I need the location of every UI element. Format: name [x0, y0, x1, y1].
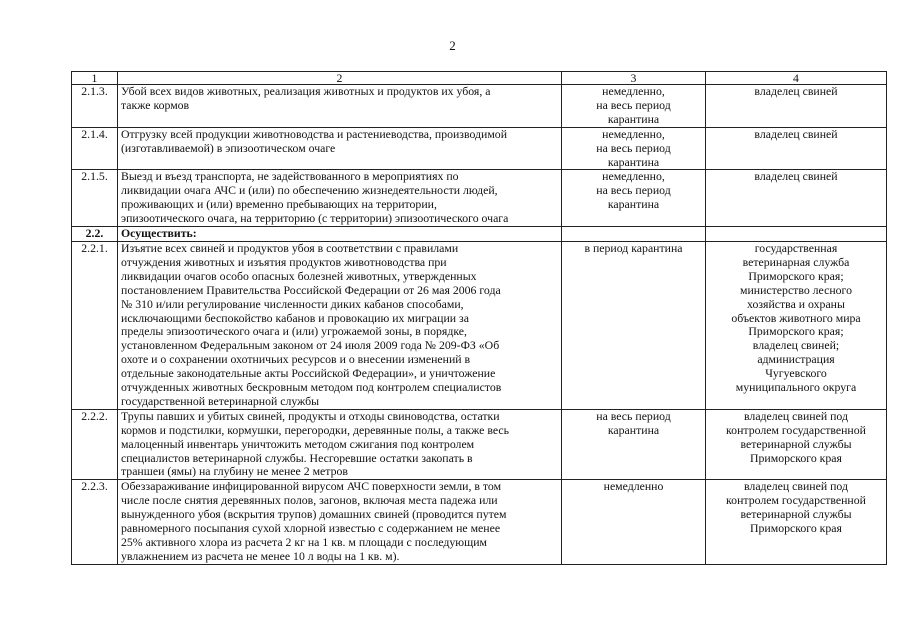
responsible-cell [706, 170, 887, 227]
text-line: Отгрузку всей продукции животноводства и растениеводства, производимой [121, 126, 508, 141]
responsible-line: муниципального округа [735, 380, 857, 395]
item-number: 2.2. [72, 227, 118, 242]
text-line: Выезд и въезд транспорта, не задействованного в мероприятиях по [121, 169, 459, 184]
term-line: карантина [607, 197, 660, 212]
text-line: установленном Федеральным законом от 24 июля 2009 года № 209-ФЗ «Об [121, 338, 500, 353]
text-line: (изготавливаемой) в эпизоотическом очаге [121, 140, 336, 155]
item-number: 2.2.3. [72, 480, 118, 564]
responsible-line: Приморского края; [748, 268, 844, 283]
header-cell-2: 2 [118, 72, 562, 85]
measure-text [118, 227, 562, 242]
text-line: Изъятие всех свиней и продуктов убоя в соответствии с правилами [121, 240, 459, 255]
responsible-line: ветеринарной службы [740, 436, 852, 451]
text-line: исключающими беспокойство кабанов и провокацию их миграции за [121, 310, 469, 325]
text-line: кормов и подстилки, кормушки, перегородки, деревянные полы, а также весь [121, 422, 509, 437]
text-line: отчужденных животных бескровным методом под контролем специалистов [121, 380, 502, 395]
header-cell-3: 3 [562, 72, 706, 85]
text-line: Осуществить: [121, 226, 197, 241]
term-line: немедленно, [602, 126, 665, 141]
responsible-line: Приморского края [750, 521, 842, 536]
text-line: специалистов ветеринарной службы. Несгоревшие остатки закопать в [121, 450, 473, 465]
text-line: проживающих и (или) временно пребывающих на территории, [121, 197, 437, 212]
text-line: ликвидации очага АЧС и (или) по обеспечению жизнедеятельности людей, [121, 183, 498, 198]
header-cell-1: 1 [72, 72, 118, 85]
table-row [72, 127, 887, 170]
text-line: также кормов [121, 97, 190, 112]
responsible-cell [706, 241, 887, 409]
responsible-cell [706, 480, 887, 564]
term-cell [562, 170, 706, 227]
text-line: равномерного посыпания сухой хлорной известью с содержанием не менее [121, 521, 501, 536]
text-line: № 310 и/или регулирование численности диких кабанов способами, [121, 296, 464, 311]
text-line: Обеззараживание инфицированной вирусом АЧС поверхности земли, в том [121, 479, 502, 494]
item-number: 2.2.2. [72, 409, 118, 480]
measure-text [118, 241, 562, 409]
text-line: вынужденного убоя (вскрытия трупов) домашних свиней (проводится путем [121, 507, 507, 522]
term-line: на весь период [596, 97, 671, 112]
text-line: ликвидации очагов особо опасных болезней животных, утвержденных [121, 268, 477, 283]
item-number: 2.1.5. [72, 170, 118, 227]
term-line: карантина [607, 154, 660, 169]
text-line: постановлением Правительства Российской Федерации от 26 мая 2006 года [121, 282, 501, 297]
text-line: охоте и о сохранении охотничьих ресурсов и о внесении изменений в [121, 352, 471, 367]
item-number: 2.2.1. [72, 241, 118, 409]
term-cell [562, 480, 706, 564]
text-line: Трупы павших и убитых свиней, продукты и отходы свиноводства, остатки [121, 408, 500, 423]
term-line: на весь период [596, 140, 671, 155]
measure-text [118, 127, 562, 170]
measure-text [118, 170, 562, 227]
responsible-line: владелец свиней; [752, 338, 840, 353]
measure-text [118, 409, 562, 480]
responsible-line: ветеринарной службы [740, 507, 852, 522]
term-line: немедленно, [602, 84, 665, 98]
responsible-cell [706, 409, 887, 480]
term-cell [562, 85, 706, 128]
term-cell [562, 227, 706, 242]
responsible-line: ветеринарная служба [742, 254, 850, 269]
responsible-line: контролем государственной [726, 422, 866, 437]
term-cell [562, 241, 706, 409]
responsible-cell [706, 127, 887, 170]
responsible-line: владелец свиней [754, 126, 838, 141]
term-cell [562, 409, 706, 480]
responsible-line: государственная [754, 240, 838, 255]
table-row [72, 241, 887, 409]
table-row [72, 409, 887, 480]
responsible-line: хозяйства и охраны [747, 296, 845, 311]
term-line: на весь период [596, 408, 671, 423]
text-line: числе после снятия деревянных полов, загонов, включая места падежа или [121, 493, 498, 508]
table-row [72, 227, 887, 242]
responsible-line: владелец свиней [754, 84, 838, 98]
text-line: малоценный инвентарь уничтожить методом сжигания под контролем [121, 436, 475, 451]
term-line: на весь период [596, 183, 671, 198]
responsible-cell [706, 227, 887, 242]
text-line: отчуждения животных и изъятия продуктов животноводства при [121, 254, 447, 269]
text-line: увлажнением из расчета не менее 10 л воды на 1 кв. м). [121, 548, 400, 563]
text-line: эпизоотического очага, на территорию (с территории) эпизоотического очага [121, 211, 509, 226]
table-header-row [72, 72, 887, 85]
page-number: 2 [449, 38, 456, 53]
responsible-line: Приморского края [750, 450, 842, 465]
text-line: отдельные законодательные акты Российской Федерации», и уничтожение [121, 366, 496, 381]
measure-text [118, 480, 562, 564]
responsible-line: администрация [757, 352, 835, 367]
text-line: Убой всех видов животных, реализация животных и продуктов их убоя, а [121, 84, 491, 98]
header-cell-4: 4 [706, 72, 887, 85]
term-line: немедленно [603, 479, 664, 494]
term-cell [562, 127, 706, 170]
item-number: 2.1.4. [72, 127, 118, 170]
responsible-line: Приморского края; [748, 324, 844, 339]
responsible-line: контролем государственной [726, 493, 866, 508]
responsible-line: объектов животного мира [731, 310, 861, 325]
term-line: карантина [607, 422, 660, 437]
responsible-line: владелец свиней под [744, 479, 848, 494]
responsible-line: министерство лесного [740, 282, 852, 297]
text-line: государственной ветеринарной службы [121, 393, 320, 408]
responsible-cell [706, 85, 887, 128]
responsible-line: владелец свиней [754, 169, 838, 184]
table-row [72, 480, 887, 564]
measures-table [71, 71, 887, 565]
responsible-line: владелец свиней под [744, 408, 848, 423]
text-line: траншеи (ямы) на глубину не менее 2 метров [121, 464, 348, 479]
item-number: 2.1.3. [72, 85, 118, 128]
measure-text [118, 85, 562, 128]
table-row [72, 170, 887, 227]
term-line: карантина [607, 111, 660, 126]
term-line: в период карантина [584, 240, 683, 255]
term-line: немедленно, [602, 169, 665, 184]
table-row [72, 85, 887, 128]
text-line: 25% активного хлора из расчета 2 кг на 1 кв. м площади с последующим [121, 535, 487, 549]
responsible-line: Чугуевского [765, 366, 827, 381]
text-line: пределы эпизоотического очага и (или) угрожаемой зоны, в порядке, [121, 324, 467, 339]
